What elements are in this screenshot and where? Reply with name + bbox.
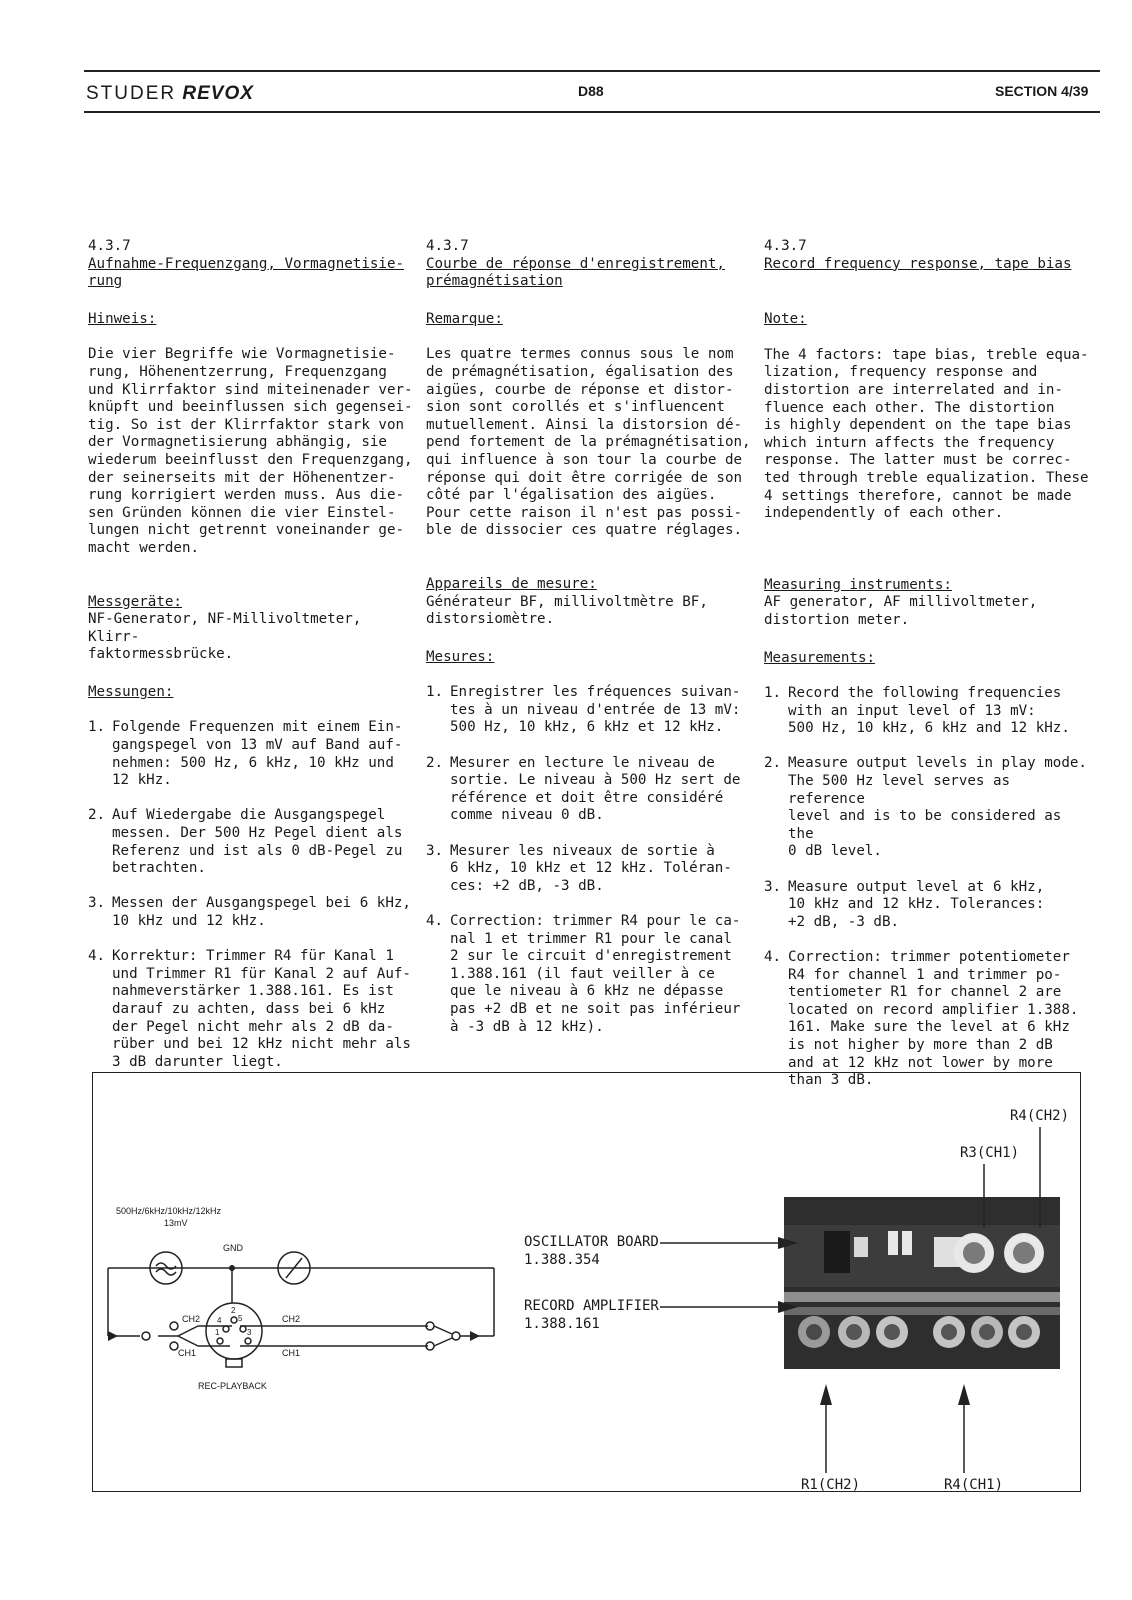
step-text: Auf Wiedergabe die Ausgangspegel messen. Der 500 Hz Pegel dient als Referenz und ist als 0 dB-Pegel zu betrachten. (112, 807, 403, 877)
pin-1-label: 1 (215, 1328, 220, 1337)
pin-2-label: 2 (231, 1306, 236, 1315)
section-number: 4.3.7 (88, 238, 131, 254)
instruments-text: NF-Generator, NF-Millivoltmeter, Klirr- faktormessbrücke. (88, 611, 362, 663)
step-text: Measure output level at 6 kHz, 10 kHz and 12 kHz. Tolerances: +2 dB, -3 dB. (788, 878, 1045, 930)
ch1-right-label: CH1 (282, 1348, 301, 1358)
oscillator-board-label: OSCILLATOR BOARD (524, 1234, 659, 1250)
step-text: Folgende Frequenzen mit einem Ein- gangspegel von 13 mV auf Band auf- nehmen: 500 Hz, 6 kHz, 10 kHz und 12 kHz. (112, 719, 403, 789)
generator-frequency-caption: 500Hz/6kHz/10kHz/12kHz (116, 1206, 222, 1216)
measurements-heading: Measurements: (764, 649, 876, 666)
pin-4-label: 4 (217, 1316, 222, 1325)
record-amplifier-number: 1.388.161 (524, 1316, 600, 1332)
pin-3-label: 3 (247, 1328, 252, 1337)
ch2-right-label: CH2 (282, 1314, 301, 1324)
step-text: Measure output levels in play mode. The 500 Hz level serves as reference level and is to be considered as the 0 dB level. (788, 755, 1087, 860)
note-text: Die vier Begriffe wie Vormagnetisie- rung, Höhenentzerrung, Frequenzgang und Klirrfaktor sind miteinenader ver- knüpft und beeinflussen sich gegensei- tig. So ist der Klirrfaktor stark von der Vormagnetisierung abhängig, sie wiederum beeinflusst den Frequenzgang, der seinerseits mit der Höhenentzer- rung korrigiert werden muss. Aus die- sen Gründen können die vier Einstel- lungen nicht getrennt voneinander ge- macht werden. (88, 346, 413, 556)
step-number: 4. (426, 913, 444, 929)
section-title: Record frequency response, tape bias (764, 255, 1072, 272)
section-number: 4.3.7 (426, 238, 469, 254)
step-text: Mesurer les niveaux de sortie à 6 kHz, 10 kHz et 12 kHz. Toléran- ces: +2 dB, -3 dB. (450, 842, 732, 894)
section-label: SECTION 4/39 (995, 83, 1089, 99)
gnd-label: GND (223, 1243, 243, 1253)
instruments-heading: Appareils de mesure: (426, 575, 597, 592)
trimmer-r4-ch2-label: R4(CH2) (1010, 1108, 1070, 1124)
step-number: 3. (426, 842, 444, 859)
oscillator-board-number: 1.388.354 (524, 1252, 600, 1268)
step-number: 4. (764, 949, 782, 965)
step-text: Mesurer en lecture le niveau de sortie. Le niveau à 500 Hz sert de référence et doit être considéré comme niveau 0 dB. (450, 754, 741, 824)
measurements-heading: Mesures: (426, 648, 495, 665)
instruments-text: AF generator, AF millivoltmeter, distortion meter. (764, 594, 1038, 628)
section-number: 4.3.7 (764, 238, 807, 254)
step-text: Korrektur: Trimmer R4 für Kanal 1 und Trimmer R1 für Kanal 2 auf Auf- nahmeverstärker 1.388.161. Es ist darauf zu achten, dass bei 6 kHz der Pegel nicht mehr als 2 dB da- rüber und bei 12 kHz nicht mehr als 3 dB darunter liegt. (112, 948, 411, 1070)
section-title: Aufnahme-Frequenzgang, Vormagnetisie- rung (88, 255, 405, 290)
step-number: 1. (88, 719, 106, 736)
step-number: 2. (88, 807, 106, 824)
step-text: Enregistrer les fréquences suivan- tes à un niveau d'entrée de 13 mV: 500 Hz, 10 kHz, 6 kHz et 12 kHz. (450, 684, 741, 736)
section-title: Courbe de réponse d'enregistrement, prémagnétisation (426, 255, 725, 290)
instruments-heading: Messgeräte: (88, 593, 182, 610)
note-text: Les quatre termes connus sous le nom de prémagnétisation, égalisation des aigües, courbe de réponse et distor- sion sont corollés et s'influencent mutuellement. Ainsi la distorsion dé- pend fortement de la prémagnétisation, qui influence à son tour la courbe de réponse qui doit être corrigée de son côté par l'égalisation des aigües. Pour cette raison il n'est pas possi- ble de dissocier ces quatre réglages. (426, 346, 751, 539)
note-heading: Note: (764, 311, 807, 328)
measurements-heading: Messungen: (88, 683, 174, 700)
step-number: 2. (426, 754, 444, 771)
note-heading: Remarque: (426, 310, 503, 327)
pin-5-label: 5 (238, 1314, 243, 1323)
step-number: 2. (764, 755, 782, 772)
generator-level-caption: 13mV (164, 1218, 188, 1228)
instruments-text: Générateur BF, millivoltmètre BF, distorsiomètre. (426, 593, 708, 628)
step-number: 1. (764, 685, 782, 702)
trimmer-r4-ch1-label: R4(CH1) (944, 1477, 1004, 1493)
step-number: 3. (88, 895, 106, 912)
note-heading: Hinweis: (88, 310, 157, 327)
step-text: Correction: trimmer potentiometer R4 for channel 1 and trimmer po- tentiometer R1 for channel 2 are located on record amplifier 1.388. 161. Make sure the level at 6 kHz is not higher by more than 2 dB and at 12 kHz not lower by more than 3 dB. (788, 949, 1079, 1089)
record-amplifier-label: RECORD AMPLIFIER (524, 1298, 659, 1314)
instruments-heading: Measuring instruments: (764, 576, 952, 593)
trimmer-r3-ch1-label: R3(CH1) (960, 1145, 1020, 1161)
trimmer-r1-ch2-label: R1(CH2) (801, 1477, 861, 1493)
model-label: D88 (578, 83, 604, 99)
step-number: 1. (426, 684, 444, 701)
step-text: Record the following frequencies with an input level of 13 mV: 500 Hz, 10 kHz, 6 kHz and 12 kHz. (788, 685, 1070, 737)
step-text: Correction: trimmer R4 pour le ca- nal 1 et trimmer R1 pour le canal 2 sur le circuit d'enregistrement 1.388.161 (il faut veiller à ce que le niveau à 6 kHz ne dépasse pas +2 dB et ne soit pas inférieur à -3 dB à 12 kHz). (450, 913, 741, 1035)
step-number: 4. (88, 948, 106, 965)
connector-label: REC-PLAYBACK (198, 1381, 267, 1391)
step-text: Messen der Ausgangspegel bei 6 kHz, 10 kHz und 12 kHz. (112, 895, 411, 929)
brand-revox: REVOX (182, 83, 254, 104)
ch1-left-label: CH1 (178, 1348, 197, 1358)
note-text: The 4 factors: tape bias, treble equa- lization, frequency response and distortion are interrelated and in- fluence each other. The distortion is highly dependent on the tape bias which inturn affects the frequency response. The latter must be correc- ted through treble equalization. These 4 settings therefore, cannot be made independently of each other. (764, 346, 1089, 522)
brand-studer: STUDER (86, 83, 177, 104)
ch2-left-label: CH2 (182, 1314, 201, 1324)
step-number: 3. (764, 878, 782, 895)
